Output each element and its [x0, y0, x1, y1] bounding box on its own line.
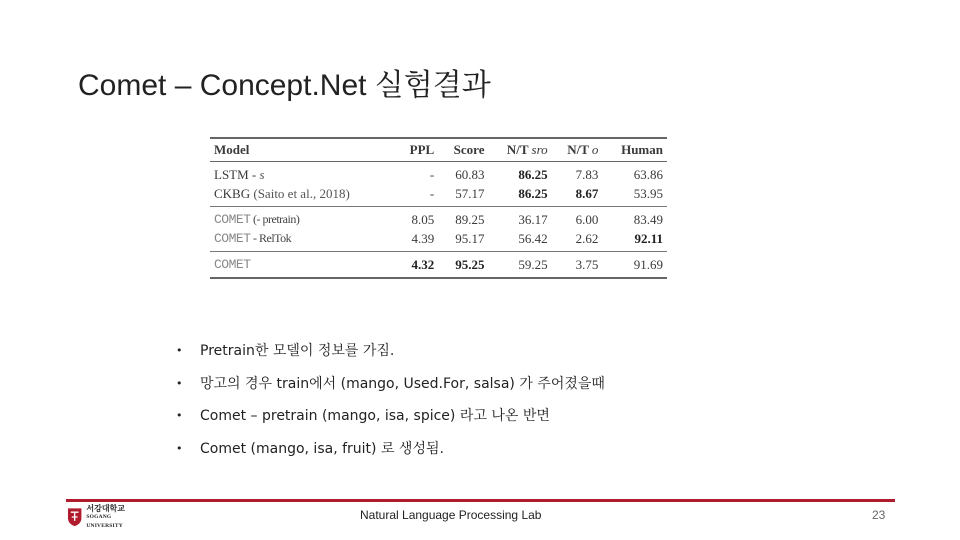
cell-human: 63.86 [633, 166, 663, 182]
cell-ppl: 4.32 [396, 252, 438, 279]
table-row [210, 184, 667, 207]
cell-ppl: - [429, 166, 435, 182]
header-nt-o: N/T o [552, 138, 603, 162]
cell-nt-sro: 86.25 [488, 184, 551, 207]
cell-score: 95.25 [438, 252, 488, 279]
cell-ppl: 8.05 [411, 211, 435, 227]
bullet-list [176, 340, 605, 470]
table-row [210, 162, 667, 185]
cell-human: 53.95 [602, 184, 667, 207]
table-row [210, 229, 667, 252]
university-logo [67, 505, 147, 529]
row-model: COMET - RelTok [210, 229, 396, 252]
table-row [210, 207, 667, 230]
list-item [176, 373, 605, 406]
cell-score: 60.83 [455, 166, 485, 182]
results-table [210, 137, 667, 279]
bullet-dot: • [176, 441, 183, 455]
list-item [176, 340, 605, 373]
cell-nt-sro: 36.17 [518, 211, 548, 227]
footer-divider [66, 499, 895, 502]
cell-human: 91.69 [602, 252, 667, 279]
bullet-text: Comet – pretrain (mango, isa, spice) 라고 나온 반면 [200, 408, 550, 424]
cell-ppl: 4.39 [396, 229, 438, 252]
cell-nt-o: 7.83 [575, 166, 599, 182]
table-row [210, 252, 667, 279]
cell-nt-o: 2.62 [552, 229, 603, 252]
list-item [176, 405, 605, 438]
cell-nt-o: 6.00 [575, 211, 599, 227]
cell-score: 95.17 [438, 229, 488, 252]
bullet-dot: • [176, 344, 183, 357]
bullet-dot: • [176, 409, 183, 422]
row-model: COMET (- pretrain) [214, 212, 300, 227]
cell-human: 83.49 [633, 211, 663, 227]
bullet-text: Pretrain한 모델이 정보를 가짐. [200, 343, 395, 359]
cell-human: 92.11 [602, 229, 667, 252]
bullet-text: 망고의 경우 train에서 (mango, Used.For, salsa) 가 주어졌을때 [200, 375, 605, 392]
cell-score: 89.25 [455, 211, 485, 227]
table-header-row [210, 138, 667, 162]
cell-nt-sro: 86.25 [518, 166, 548, 182]
bullet-dot: • [176, 376, 183, 390]
results-table-figure [210, 137, 667, 280]
cell-ppl: - [396, 184, 438, 207]
row-model: COMET [210, 252, 396, 279]
logo-korean: 서강대학교 [86, 503, 125, 513]
cell-nt-sro: 59.25 [488, 252, 551, 279]
header-human: Human [602, 138, 667, 162]
page-number: 23 [872, 508, 886, 522]
header-model: Model [210, 138, 396, 162]
list-item [176, 438, 605, 471]
cell-nt-o: 3.75 [552, 252, 603, 279]
bullet-text: Comet (mango, isa, fruit) 로 생성됨. [200, 440, 444, 457]
cell-score: 57.17 [438, 184, 488, 207]
header-ppl: PPL [396, 138, 438, 162]
slide-title: Comet – Concept.Net 실험결과 [78, 69, 491, 102]
footer-lab-name: Natural Language Processing Lab [360, 508, 542, 522]
crest-icon [67, 507, 82, 527]
logo-english: SOGANG UNIVERSITY [86, 513, 123, 529]
header-nt-sro: N/T sro [488, 138, 551, 162]
cell-nt-o: 8.67 [552, 184, 603, 207]
row-model: CKBG (Saito et al., 2018) [210, 184, 396, 207]
header-score: Score [438, 138, 488, 162]
cell-nt-sro: 56.42 [488, 229, 551, 252]
row-model: LSTM - s [214, 166, 265, 182]
